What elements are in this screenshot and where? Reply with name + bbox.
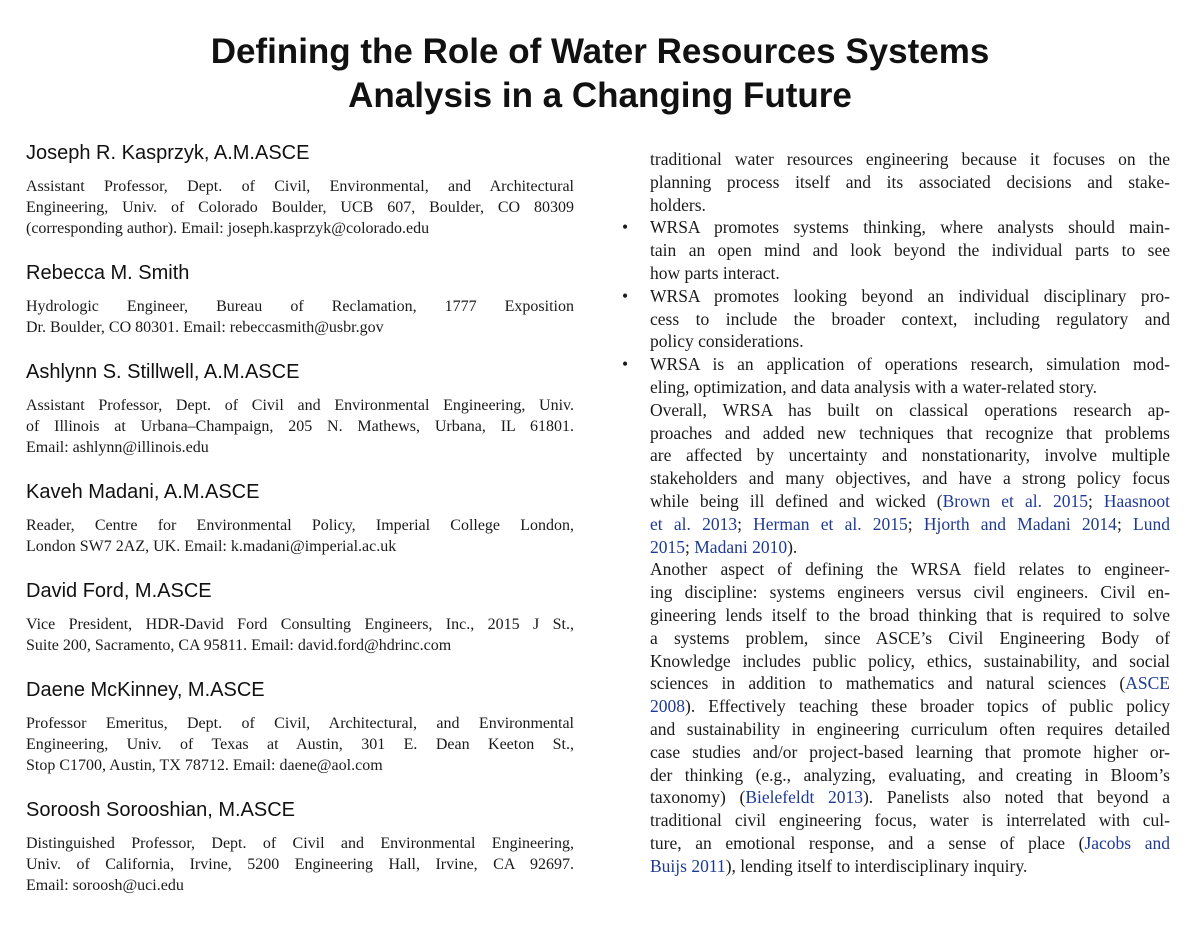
title-line-1: Defining the Role of Water Resources Systems: [210, 32, 990, 71]
text-line: gineering lends itself to the broad thinking that is required to solve: [650, 604, 1170, 625]
author-name: Ashlynn S. Stillwell, A.M.ASCE: [26, 361, 300, 383]
affiliation-line: Stop C1700, Austin, TX 78712. Email: daene@aol.com: [26, 757, 383, 774]
text-line: [650, 832, 1170, 855]
text-span: ). Effectively teaching these broader topics of public policy: [685, 696, 1170, 717]
text-span: sciences in addition to mathematics and natural sciences (: [650, 673, 1126, 694]
citation-link[interactable]: Jacobs and: [1084, 832, 1170, 853]
affiliation-line: Assistant Professor, Dept. of Civil and Environmental Engineering, Univ.: [26, 397, 574, 414]
text-line: a systems problem, since ASCE’s Civil Engineering Body of: [650, 627, 1170, 648]
author-name: David Ford, M.ASCE: [26, 580, 212, 602]
text-line: how parts interact.: [650, 262, 780, 283]
author-block: [26, 260, 574, 338]
citation-link[interactable]: Haasnoot: [1103, 490, 1170, 511]
author-name: Kaveh Madani, A.M.ASCE: [26, 481, 260, 503]
text-line: and sustainability in engineering curriculum often requires detailed: [650, 718, 1170, 739]
bullet-icon: •: [622, 354, 629, 375]
author-block: [26, 677, 574, 776]
affiliation-line: Univ. of California, Irvine, 5200 Engineering Hall, Irvine, CA 92697.: [26, 856, 574, 873]
text-line: [650, 490, 1170, 513]
citation-link[interactable]: et al. 2013: [650, 513, 738, 534]
affiliation-line: Email: ashlynn@illinois.edu: [26, 439, 209, 456]
affiliation-line: Reader, Centre for Environmental Policy, Imperial College London,: [26, 517, 574, 534]
text-span: ). Panelists also noted that beyond a: [862, 787, 1170, 808]
affiliation-line: Vice President, HDR-David Ford Consulting Engineers, Inc., 2015 J St.,: [26, 616, 574, 633]
text-span: ).: [787, 536, 798, 557]
text-line: [650, 855, 1170, 878]
author-list: [26, 140, 574, 917]
bullet-item: [622, 285, 1170, 353]
bullet-item: [622, 216, 1170, 284]
affiliation-line: (corresponding author). Email: joseph.kasprzyk@colorado.edu: [26, 220, 430, 237]
text-span: ;: [1116, 513, 1134, 534]
affiliation-line: Professor Emeritus, Dept. of Civil, Architectural, and Environmental: [26, 715, 574, 732]
author-block: [26, 359, 574, 458]
paragraph-another-aspect: [650, 558, 1170, 877]
text-line: stakeholders and many objectives, and have a strong policy focus: [650, 468, 1170, 489]
text-span: ;: [685, 536, 695, 557]
text-line: cess to include the broader context, including regulatory and: [650, 308, 1170, 329]
affiliation-line: of Illinois at Urbana–Champaign, 205 N. Mathews, Urbana, IL 61801.: [26, 418, 574, 435]
text-span: taxonomy) (: [650, 787, 746, 808]
intro-paragraph: [650, 148, 1170, 216]
text-line: [650, 513, 1170, 536]
text-line: [650, 536, 1170, 559]
affiliation-line: Engineering, Univ. of Texas at Austin, 301 E. Dean Keeton St.,: [26, 736, 574, 753]
text-line: [650, 786, 1170, 809]
citation-link[interactable]: ASCE: [1125, 673, 1170, 694]
affiliation-line: Assistant Professor, Dept. of Civil, Environmental, and Architectural: [26, 178, 574, 195]
author-name: Daene McKinney, M.ASCE: [26, 679, 265, 701]
text-line: [650, 672, 1170, 695]
text-line: proaches and added new techniques that recognize that problems: [650, 422, 1170, 443]
citation-link[interactable]: 2015: [650, 536, 685, 557]
author-block: [26, 797, 574, 896]
author-block: [26, 479, 574, 557]
paragraph-overall: [650, 399, 1170, 559]
citation-link[interactable]: Hjorth and Madani 2014: [923, 513, 1117, 534]
text-span: while being ill defined and wicked (: [650, 490, 943, 511]
citation-link[interactable]: Bielefeldt 2013: [745, 787, 863, 808]
bullet-icon: •: [622, 285, 629, 306]
text-span: ;: [737, 513, 754, 534]
affiliation-line: Hydrologic Engineer, Bureau of Reclamation, 1777 Exposition: [26, 298, 574, 315]
affiliation-line: London SW7 2AZ, UK. Email: k.madani@imperial.ac.uk: [26, 538, 397, 555]
bullet-item: [622, 353, 1170, 399]
text-line: Knowledge includes public policy, ethics, sustainability, and social: [650, 650, 1170, 671]
title-line-2: Analysis in a Changing Future: [348, 76, 852, 115]
text-line: traditional water resources engineering because it focuses on the: [650, 149, 1170, 169]
citation-link[interactable]: Madani 2010: [694, 536, 788, 557]
citation-link[interactable]: 2008: [650, 696, 685, 717]
affiliation-line: Email: soroosh@uci.edu: [26, 877, 184, 894]
author-block: [26, 140, 574, 239]
author-block: [26, 578, 574, 656]
text-line: WRSA promotes looking beyond an individual disciplinary pro-: [650, 285, 1170, 306]
text-line: WRSA is an application of operations research, simulation mod-: [650, 354, 1170, 375]
affiliation-line: Engineering, Univ. of Colorado Boulder, UCB 607, Boulder, CO 80309: [26, 199, 574, 216]
affiliation-line: Distinguished Professor, Dept. of Civil and Environmental Engineering,: [26, 835, 574, 852]
text-line: Overall, WRSA has built on classical operations research ap-: [650, 399, 1170, 420]
text-line: tain an open mind and look beyond the individual parts to see: [650, 240, 1170, 261]
text-line: holders.: [650, 194, 706, 215]
bullet-icon: •: [622, 217, 629, 238]
text-line: case studies and/or project-based learning that promote higher or-: [650, 741, 1170, 762]
text-span: ), lending itself to interdisciplinary inquiry.: [725, 855, 1028, 876]
body-text-column: [622, 148, 1170, 878]
citation-link[interactable]: Lund: [1133, 513, 1170, 534]
text-span: ture, an emotional response, and a sense of place (: [650, 832, 1085, 853]
text-line: WRSA promotes systems thinking, where analysts should main-: [650, 217, 1170, 238]
affiliation-line: Suite 200, Sacramento, CA 95811. Email: david.ford@hdrinc.com: [26, 637, 452, 654]
text-line: policy considerations.: [650, 331, 804, 352]
text-line: Another aspect of defining the WRSA field relates to engineer-: [650, 559, 1170, 580]
affiliation-line: Dr. Boulder, CO 80301. Email: rebeccasmith@usbr.gov: [26, 319, 384, 336]
text-span: ;: [1087, 490, 1104, 511]
text-span: ;: [907, 513, 924, 534]
author-name: Joseph R. Kasprzyk, A.M.ASCE: [26, 142, 310, 164]
text-line: eling, optimization, and data analysis with a water-related story.: [650, 376, 1098, 397]
text-line: ing discipline: systems engineers versus civil engineers. Civil en-: [650, 582, 1170, 603]
citation-link[interactable]: Buijs 2011: [650, 855, 726, 876]
text-line: [650, 695, 1170, 718]
text-line: traditional civil engineering focus, water is interrelated with cul-: [650, 810, 1170, 831]
text-line: der thinking (e.g., analyzing, evaluating, and creating in Bloom’s: [650, 764, 1170, 785]
text-line: are affected by uncertainty and nonstationarity, involve multiple: [650, 445, 1170, 466]
citation-link[interactable]: Herman et al. 2015: [753, 513, 908, 534]
author-name: Rebecca M. Smith: [26, 262, 190, 284]
text-line: planning process itself and its associated decisions and stake-: [650, 171, 1170, 192]
citation-link[interactable]: Brown et al. 2015: [942, 490, 1088, 511]
author-name: Soroosh Sorooshian, M.ASCE: [26, 799, 296, 821]
paper-title: [0, 30, 1200, 118]
